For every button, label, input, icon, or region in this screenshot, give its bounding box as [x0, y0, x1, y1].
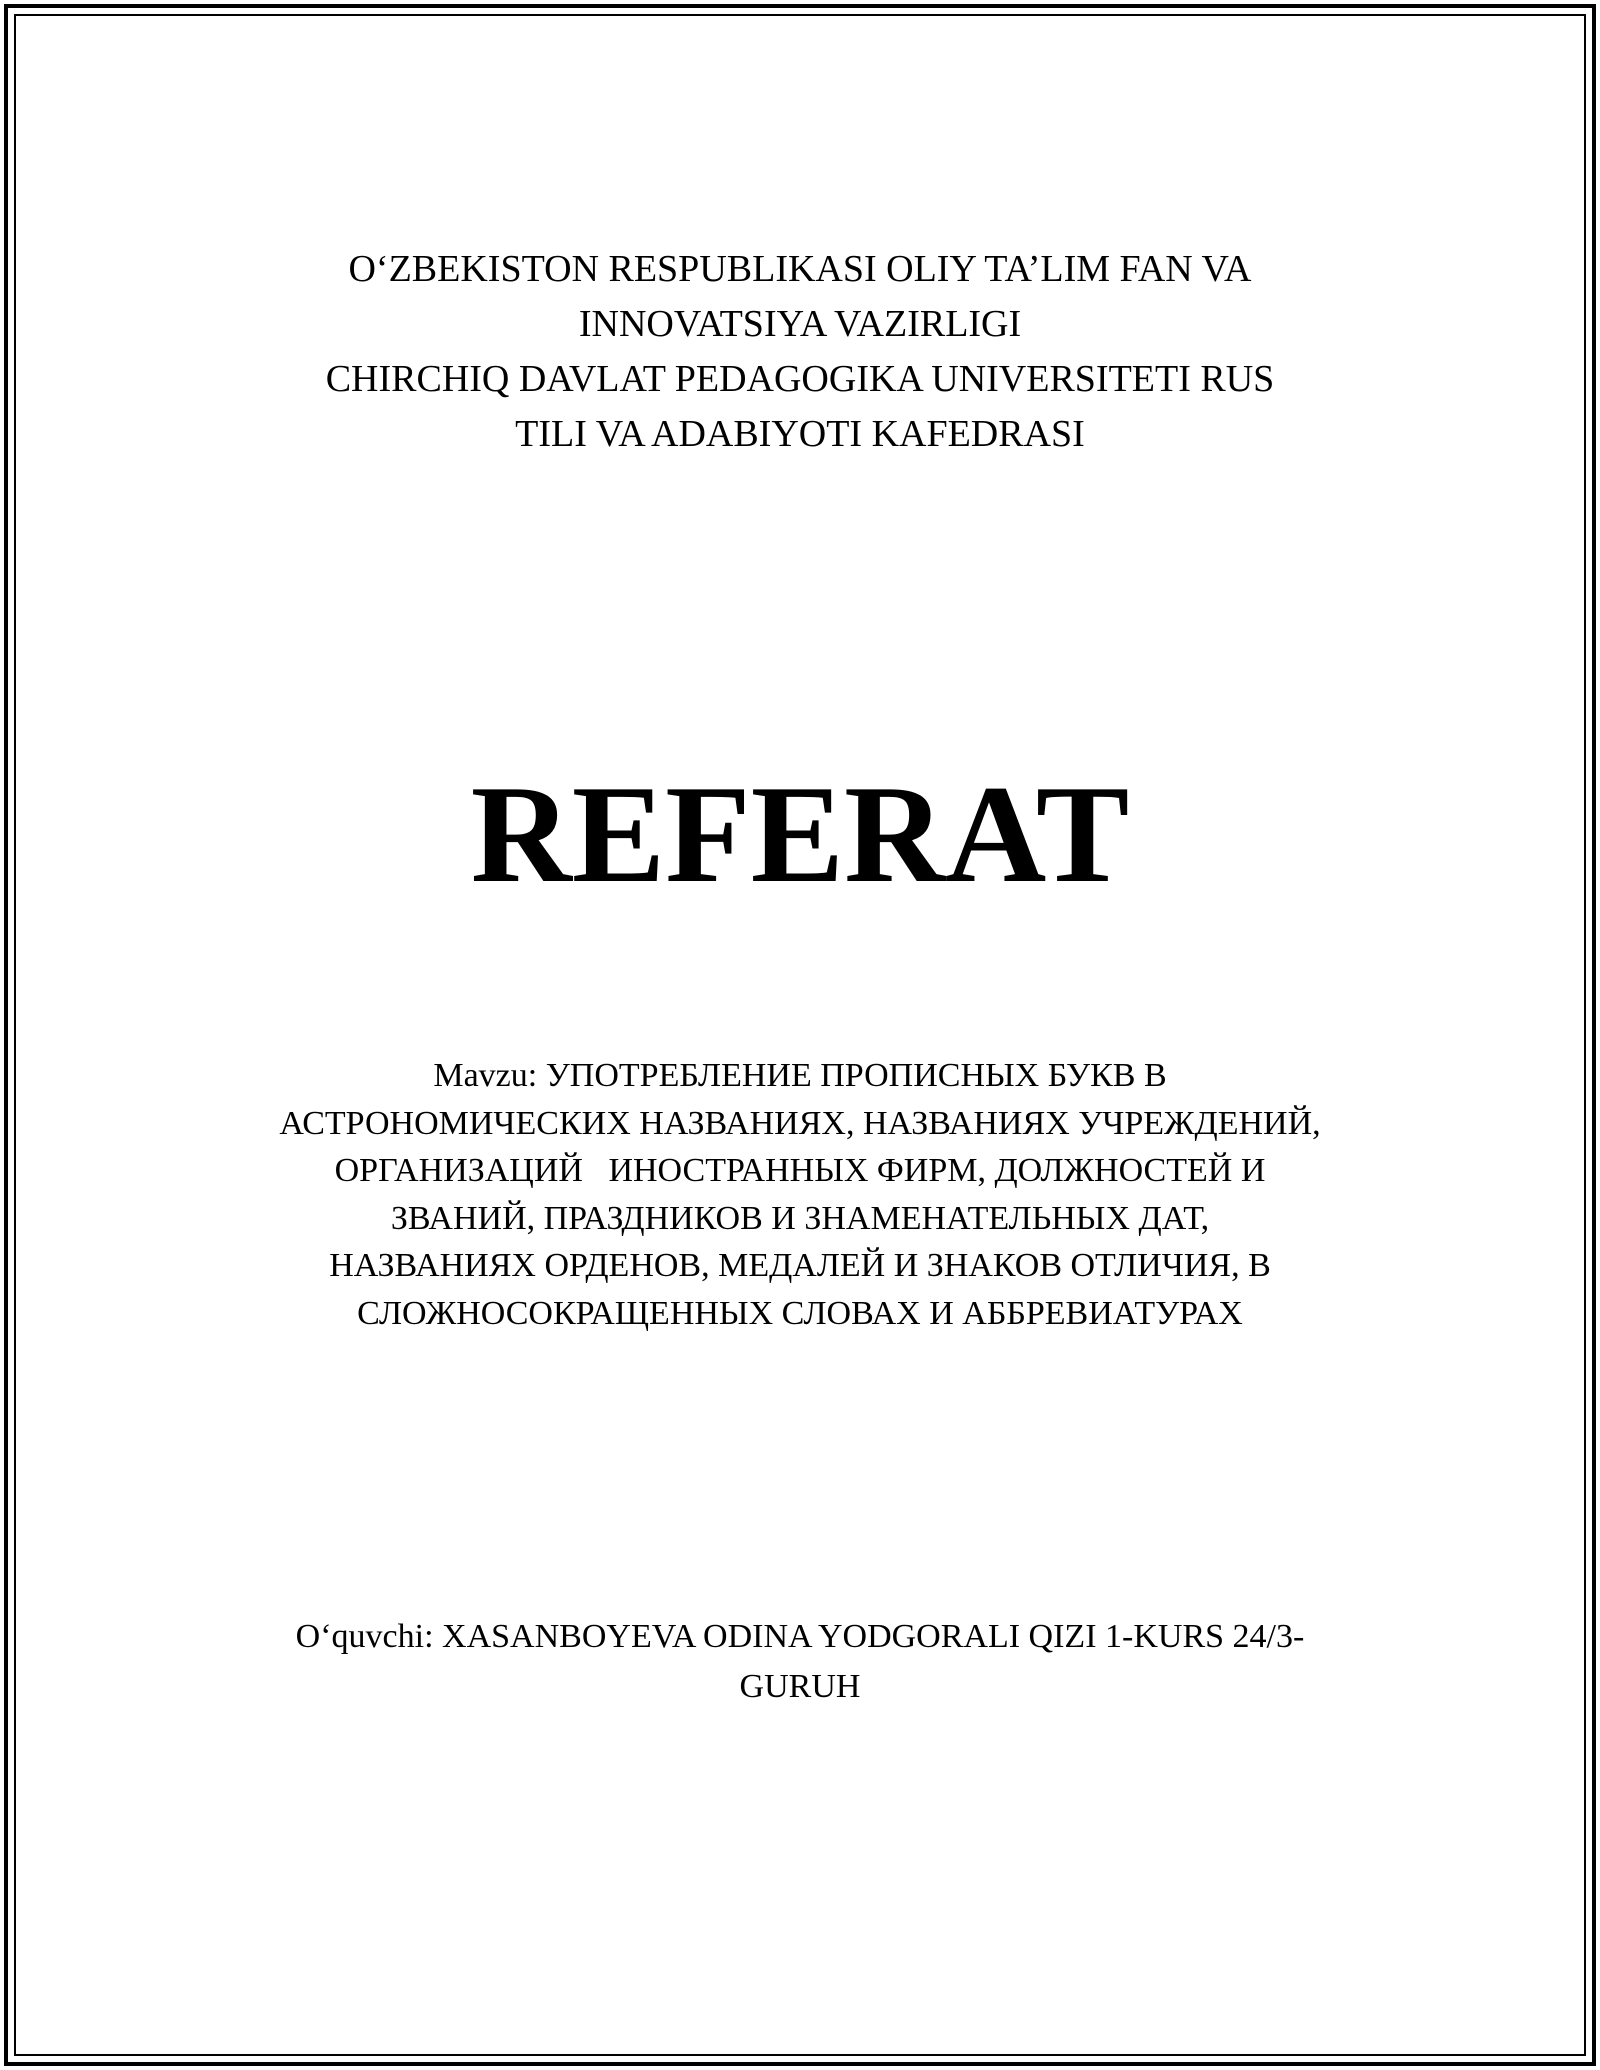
topic-line: СЛОЖНОСОКРАЩЕННЫХ СЛОВАХ И АББРЕВИАТУРАХ	[357, 1294, 1243, 1332]
header-line-ministry-1: O‘ZBEKISTON RESPUBLIKASI OLIY TA’LIM FAN VA	[348, 248, 1252, 290]
topic-block	[200, 1052, 1400, 1337]
header-line-ministry-2: INNOVATSIYA VAZIRLIGI	[578, 303, 1022, 345]
topic-line: Mavzu: УПОТРЕБЛЕНИЕ ПРОПИСНЫХ БУКВ В	[433, 1057, 1167, 1094]
student-info	[200, 1612, 1400, 1712]
topic-line: ОРГАНИЗАЦИЙ ИНОСТРАННЫХ ФИРМ, ДОЛЖНОСТЕЙ И	[334, 1152, 1266, 1189]
student-line: GURUH	[739, 1668, 861, 1705]
header-line-university-1: CHIRCHIQ DAVLAT PEDAGOGIKA UNIVERSITETI RUS	[325, 358, 1275, 400]
topic-line: ЗВАНИЙ, ПРАЗДНИКОВ И ЗНАМЕНАТЕЛЬНЫХ ДАТ,	[390, 1199, 1210, 1237]
topic-line: НАЗВАНИЯХ ОРДЕНОВ, МЕДАЛЕЙ И ЗНАКОВ ОТЛИЧИЯ, В	[329, 1247, 1271, 1284]
document-title: REFERAT	[470, 757, 1130, 912]
topic-line: АСТРОНОМИЧЕСКИХ НАЗВАНИЯХ, НАЗВАНИЯХ УЧРЕЖДЕНИЙ,	[279, 1104, 1321, 1142]
institution-header	[200, 242, 1400, 462]
header-line-university-2: TILI VA ADABIYOTI KAFEDRASI	[515, 413, 1085, 455]
student-line: O‘quvchi: XASANBOYEVA ODINA YODGORALI QIZI 1-KURS 24/3-	[295, 1618, 1305, 1655]
